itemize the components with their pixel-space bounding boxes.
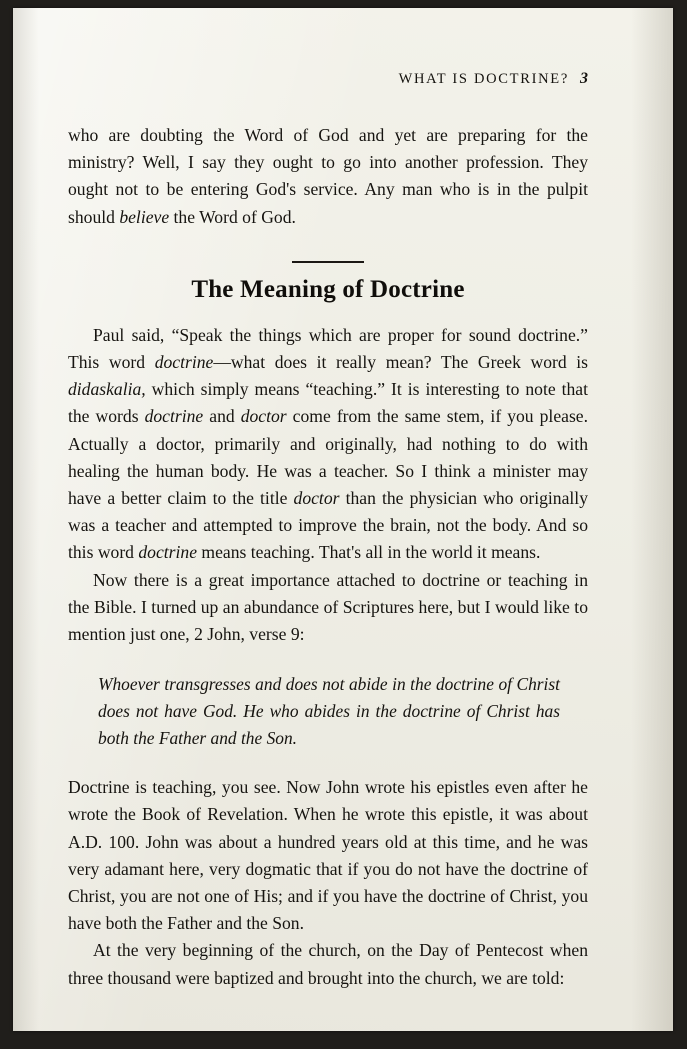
paragraph-john: Doctrine is teaching, you see. Now John wrote his epistles even after he wrote the Book of Revelation. When he wrote this epistle, it was about A.D. 100. John was about a hundred years old at this time, and he was very adamant here, very dogmatic that if you do not have the doctrine of Christ, you are not one of His; and if you have the doctrine of Christ, you have both the Father and the Son. — [68, 777, 588, 934]
section-heading: The Meaning of Doctrine — [191, 275, 465, 303]
paragraph-importance: Now there is a great importance attached to doctrine or teaching in the Bible. I turned up an abundance of Scriptures here, but I would like to mention just one, 2 John, verse 9: — [68, 569, 588, 645]
running-head — [68, 70, 588, 88]
paragraph-opening-text-a: who are doubting the Word of God and yet are preparing for the ministry? Well, I say they ought to go into another profession. They ought not to be entering God's service. Any man who is in the pulpit should — [68, 125, 588, 227]
p2-seg-c: which simply means “teaching.” It is interesting to note that the words — [68, 379, 588, 427]
p2-seg-b: —what does it really mean? The Greek word is — [213, 352, 589, 373]
p2-seg-f: than the physician who originally was a teacher and attempted to improve the brain, not the body. And so this word — [68, 488, 588, 563]
emphasis-believe: believe — [119, 206, 170, 227]
book-page-sheet — [13, 8, 673, 1031]
page-number: 3 — [580, 70, 588, 87]
p2-italic-doctrine-3: doctrine — [138, 542, 198, 563]
p2-italic-doctrine-1: doctrine — [154, 352, 214, 373]
p2-italic-doctrine-2: doctrine — [144, 406, 204, 427]
paragraph-opening-text-b: the Word of God. — [169, 206, 296, 227]
p2-italic-doctor-1: doctor — [240, 406, 287, 427]
paragraph-opening — [68, 122, 588, 231]
p2-seg-a: Paul said, “Speak the things which are proper for sound doctrine.” This word — [68, 324, 588, 373]
scripture-quote: Whoever transgresses and does not abide in the doctrine of Christ does not have God. He who abides in the doctrine of Christ has both the Father and the Son. — [98, 674, 560, 749]
page-content — [68, 70, 588, 992]
running-head-title: WHAT IS DOCTRINE? — [398, 71, 569, 87]
paragraph-pentecost: At the very beginning of the church, on the Day of Pentecost when three thousand were baptized and brought into the church, we are told: — [68, 940, 588, 988]
section-divider-rule — [292, 261, 364, 263]
p2-seg-g: means teaching. That's all in the world it means. — [197, 542, 541, 563]
p2-seg-d: and — [203, 406, 241, 427]
p2-italic-didaskalia: didaskalia, — [68, 379, 146, 400]
paragraph-meaning — [68, 322, 588, 567]
p2-italic-doctor-2: doctor — [293, 488, 340, 509]
p2-seg-e: come from the same stem, if you please. Actually a doctor, primarily and originally, had nothing to do with healing the human body. He was a teacher. So I think a minister may have a better claim to the title — [68, 406, 588, 509]
